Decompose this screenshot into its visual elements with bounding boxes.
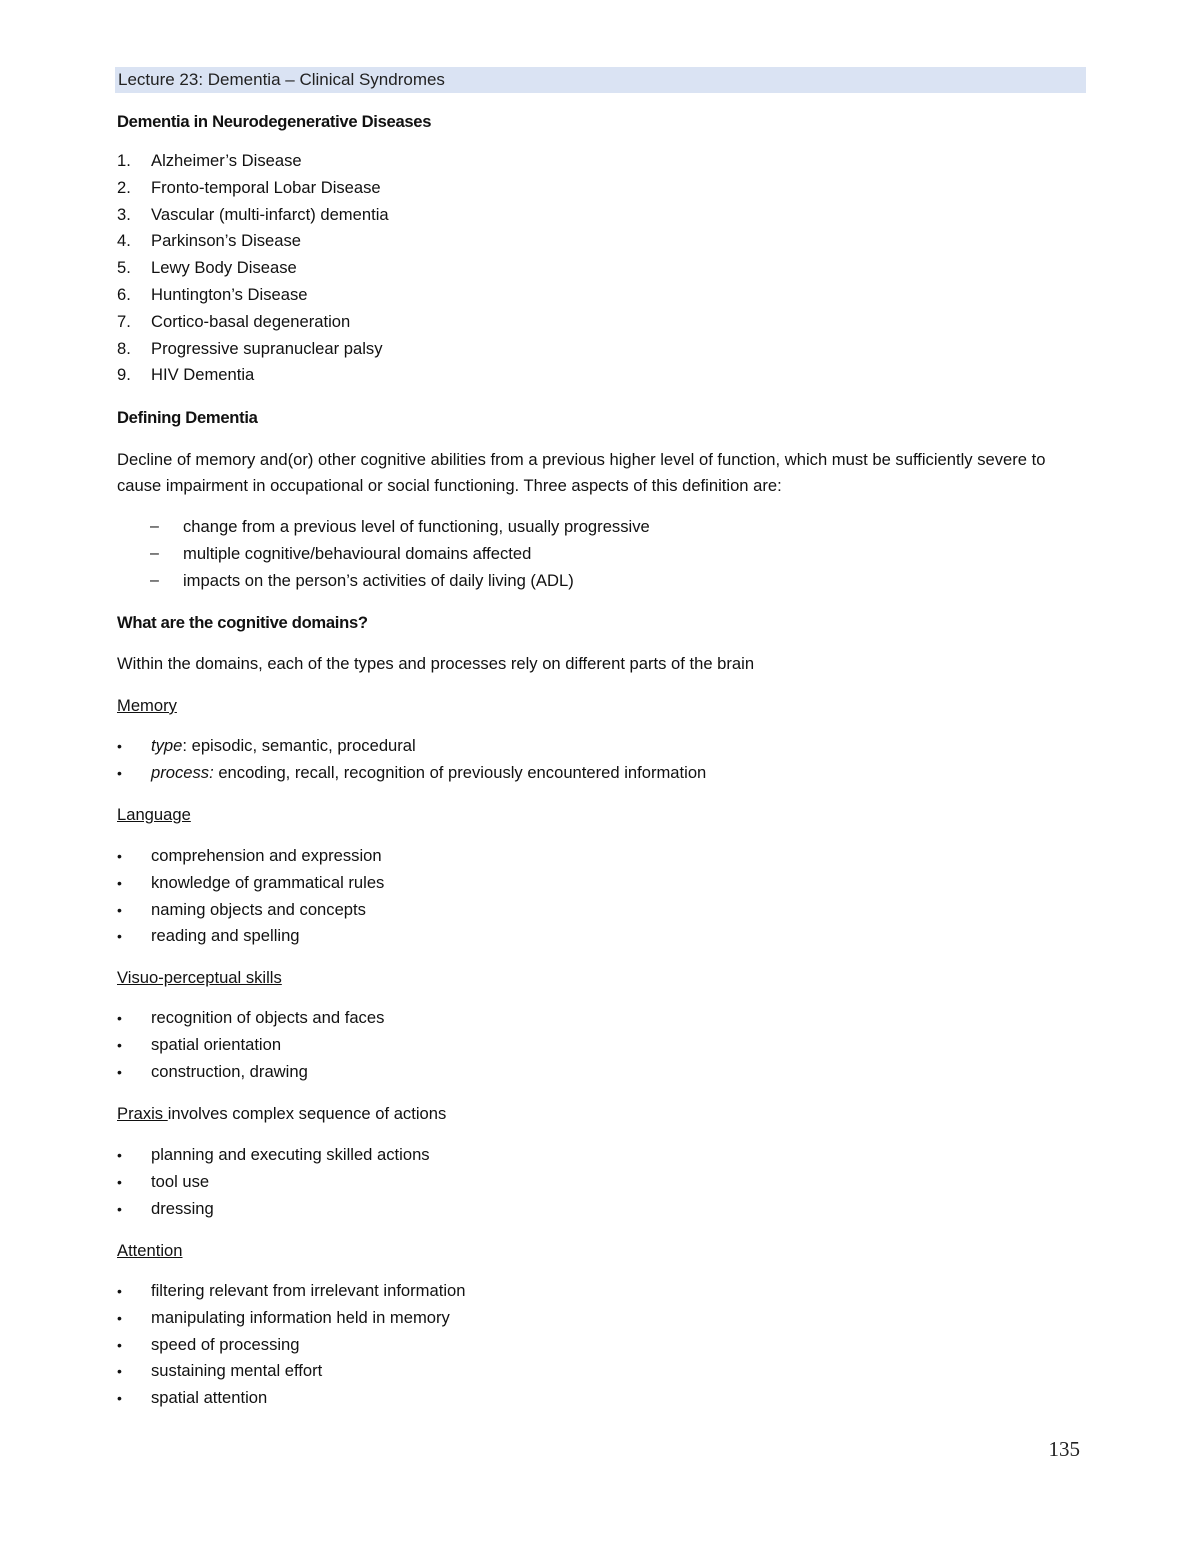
list-item [117,228,1085,255]
domains-intro: Within the domains, each of the types and processes rely on different parts of the brain [117,654,755,673]
list-item-text: : episodic, semantic, procedural [182,736,416,755]
item-label: process: [151,762,214,782]
attention-list [117,1278,1085,1412]
list-item [117,202,1085,229]
visuo-list [117,1005,1085,1085]
subheading-attention: Attention [117,1241,183,1260]
list-number: 3. [117,204,131,224]
list-item-text: recognition of objects and faces [151,1008,385,1027]
bullet-marker: • [117,1309,122,1326]
list-item-text: sustaining mental effort [151,1361,323,1381]
list-item [117,1142,1085,1169]
list-number: 2. [117,177,131,197]
bullet-marker: • [117,901,122,918]
list-item [117,1385,1085,1412]
list-item-text: filtering relevant from irrelevant information [151,1281,466,1300]
list-item [117,1059,1085,1086]
list-item [117,897,1085,924]
list-item [117,514,1085,541]
disease-list [117,148,1085,389]
subheading-visuo-perceptual: Visuo-perceptual skills [117,968,282,987]
list-item [117,1278,1085,1305]
dash-marker: – [150,518,159,535]
praxis-line [117,1100,1085,1127]
list-item [117,309,1085,336]
list-item [117,1169,1085,1196]
list-item [117,175,1085,202]
subheading-language: Language [117,805,191,824]
bullet-marker: • [117,764,122,781]
list-item-text: spatial orientation [151,1034,282,1054]
list-item [117,923,1085,950]
list-item-text: multiple cognitive/behavioural domains affected [183,543,532,563]
bullet-marker: • [117,874,122,891]
language-list [117,843,1085,950]
list-item-text: impacts on the person’s activities of daily living (ADL) [183,570,574,590]
list-number: 6. [117,284,131,304]
list-item-text: knowledge of grammatical rules [151,872,385,892]
list-item-text: Cortico-basal degeneration [151,311,351,331]
subheading-praxis: Praxis [117,1104,168,1123]
bullet-marker: • [117,1036,122,1053]
list-item-text: encoding, recall, recognition of previously encountered information [213,762,707,782]
list-item [117,1005,1085,1032]
list-item [117,870,1085,897]
list-item [117,760,1085,787]
bullet-marker: • [117,1010,122,1026]
list-item-text: Lewy Body Disease [151,258,297,278]
page-number: 135 [1048,1437,1080,1461]
bullet-marker: • [117,1173,122,1190]
list-item-text: Parkinson’s Disease [151,231,302,251]
list-item-text: manipulating information held in memory [151,1307,450,1327]
definition-paragraph: Decline of memory and(or) other cognitive abilities from a previous higher level of function, which must be sufficiently severe to cause impairment in occupational or social functioning. Three aspects of this definition are: [117,450,1046,495]
list-item [117,1358,1085,1385]
bullet-marker: • [117,1200,122,1217]
section-heading-cognitive-domains: What are the cognitive domains? [117,613,368,632]
bullet-marker: • [117,1390,122,1407]
list-item-text: spatial attention [151,1388,268,1408]
list-item-text: tool use [151,1171,210,1191]
list-item [117,843,1085,870]
list-item [117,568,1085,595]
bullet-marker: • [117,1336,122,1353]
list-item-text: Vascular (multi-infarct) dementia [151,204,389,224]
praxis-list [117,1142,1085,1222]
list-item-text: Alzheimer’s Disease [151,151,302,170]
section-heading-neurodegenerative: Dementia in Neurodegenerative Diseases [117,112,432,131]
bullet-marker: • [117,1063,122,1080]
list-item-text: naming objects and concepts [151,899,366,919]
list-number: 5. [117,258,131,278]
definition-aspects-list [117,514,1085,594]
list-item [117,541,1085,568]
list-item-text: comprehension and expression [151,846,382,865]
list-item-text: speed of processing [151,1334,300,1354]
list-item-text: Huntington’s Disease [151,284,308,304]
list-item-text: Fronto-temporal Lobar Disease [151,177,381,197]
list-item-text: Progressive supranuclear palsy [151,338,383,358]
praxis-description: involves complex sequence of actions [167,1104,447,1123]
list-item [117,1032,1085,1059]
subheading-memory: Memory [117,696,177,715]
list-item [117,336,1085,363]
bullet-marker: • [117,1283,122,1299]
list-item [117,282,1085,309]
list-number: 9. [117,365,131,385]
list-item-text: reading and spelling [151,926,300,946]
section-heading-defining: Defining Dementia [117,408,258,427]
list-item [117,255,1085,282]
list-item [117,148,1085,175]
list-item [117,1332,1085,1359]
list-item-text: dressing [151,1198,214,1218]
bullet-marker: • [117,738,122,754]
list-item [117,362,1085,389]
list-item [117,1196,1085,1223]
bullet-marker: • [117,1147,122,1163]
list-number: 1. [117,151,131,170]
lecture-title: Lecture 23: Dementia – Clinical Syndromes [118,70,445,89]
bullet-marker: • [117,928,122,945]
dash-marker: – [150,571,159,589]
list-number: 8. [117,338,131,358]
bullet-marker: • [117,848,122,864]
dash-marker: – [150,544,159,562]
list-item-text: planning and executing skilled actions [151,1145,430,1164]
list-number: 7. [117,311,131,331]
list-item [117,1305,1085,1332]
list-item-text: construction, drawing [151,1061,308,1081]
memory-list [117,733,1085,787]
item-label: type [151,736,183,755]
bullet-marker: • [117,1363,122,1380]
list-number: 4. [117,231,131,251]
list-item-text: HIV Dementia [151,365,255,385]
list-item [117,733,1085,760]
list-item-text: change from a previous level of functioning, usually progressive [183,517,650,536]
